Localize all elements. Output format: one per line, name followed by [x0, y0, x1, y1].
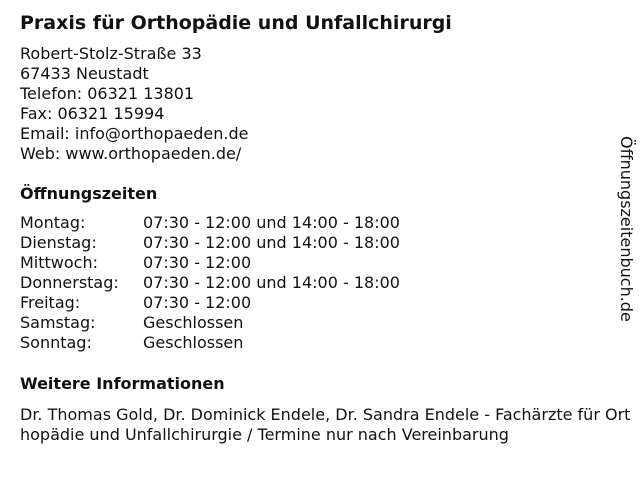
hours-day: Mittwoch:: [20, 253, 98, 272]
watermark-site-label: Öffnungszeitenbuch.de: [617, 136, 636, 322]
more-info-heading: Weitere Informationen: [20, 374, 225, 393]
address-street: Robert-Stolz-Straße 33: [20, 44, 202, 63]
hours-day: Samstag:: [20, 313, 96, 332]
phone-line: Telefon: 06321 13801: [20, 84, 195, 103]
hours-time: Geschlossen: [143, 333, 244, 352]
web-line: Web: www.orthopaeden.de/: [20, 144, 242, 163]
contact-block: [20, 44, 248, 164]
opening-hours-heading: Öffnungszeiten: [20, 184, 158, 203]
hours-day: Dienstag:: [20, 233, 97, 252]
hours-row: [20, 253, 400, 273]
email-line: Email: info@orthopaeden.de: [20, 124, 249, 143]
address-city: 67433 Neustadt: [20, 64, 149, 83]
opening-hours-table: [20, 213, 400, 353]
hours-day: Donnerstag:: [20, 273, 119, 292]
hours-row: [20, 333, 400, 353]
hours-day: Sonntag:: [20, 333, 92, 352]
hours-row: [20, 293, 400, 313]
hours-time: 07:30 - 12:00: [143, 253, 252, 272]
hours-time: 07:30 - 12:00 und 14:00 - 18:00: [143, 273, 400, 292]
fax-line: Fax: 06321 15994: [20, 104, 165, 123]
hours-time: 07:30 - 12:00 und 14:00 - 18:00: [143, 213, 400, 232]
hours-time: 07:30 - 12:00 und 14:00 - 18:00: [143, 233, 400, 252]
hours-time: Geschlossen: [143, 313, 244, 332]
practice-title: Praxis für Orthopädie und Unfallchirurgi: [20, 12, 452, 34]
more-info-text: Dr. Thomas Gold, Dr. Dominick Endele, Dr. Sandra Endele - Fachärzte für Orthopädie und Unfallchirurgie / Termine nur nach Vereinbarung: [20, 405, 631, 444]
hours-day: Freitag:: [20, 293, 81, 312]
hours-row: [20, 213, 400, 233]
hours-row: [20, 313, 400, 333]
hours-time: 07:30 - 12:00: [143, 293, 252, 312]
hours-row: [20, 273, 400, 293]
hours-row: [20, 233, 400, 253]
hours-day: Montag:: [20, 213, 86, 232]
